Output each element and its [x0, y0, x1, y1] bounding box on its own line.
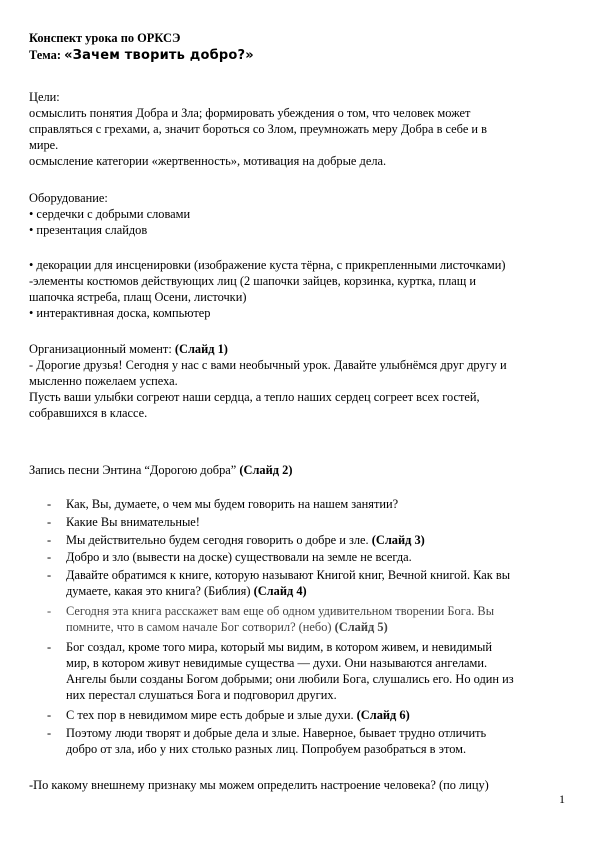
list-item-line-text: Сегодня эта книга расскажет вам еще об одном удивительном творении Бога. Вы: [66, 604, 495, 618]
list-item-line: [66, 655, 576, 671]
list-dash: -: [47, 726, 52, 740]
list-item-line-text: Добро и зло (вывести на доске) существовали на земле не всегда.: [66, 550, 412, 564]
equipment-item: шапочка ястреба, плащ Осени, листочки): [29, 290, 247, 304]
list-item-line: [66, 707, 576, 723]
list-item-line: [66, 639, 576, 655]
goals-line: мире.: [29, 138, 59, 152]
list-item-text: [66, 725, 576, 757]
list-item-line: [66, 725, 576, 741]
slide-ref: (Слайд 6): [356, 708, 410, 722]
song-line: [29, 462, 574, 478]
list-item-text: [66, 707, 576, 723]
list-item-line-text: них перестал слушаться Бога и подговорил других.: [66, 688, 337, 702]
goals-section: [29, 89, 574, 169]
list-item-line: [66, 549, 576, 565]
list-item-text: [66, 496, 576, 512]
theme-label: Тема:: [29, 48, 61, 62]
equipment-section-2: [29, 257, 574, 321]
equipment-item: • сердечки с добрыми словами: [29, 207, 191, 221]
list-item-line: [66, 687, 576, 703]
list-item-line: [66, 603, 576, 619]
list-item-line-text: С тех пор в невидимом мире есть добрые и злые духи.: [66, 708, 357, 722]
list-item-line-text: Мы действительно будем сегодня говорить о добре и зле.: [66, 533, 372, 547]
list-item-line-text: думаете, какая это книга? (Библия): [66, 584, 254, 598]
org-heading-slide: (Слайд 1): [174, 342, 228, 356]
list-item-text: [66, 549, 576, 565]
list-item-line: [66, 619, 576, 635]
closing-text: -По какому внешнему признаку мы можем определить настроение человека? (по лицу): [29, 778, 489, 792]
list-item-text: [66, 567, 576, 599]
list-item-line: [66, 583, 576, 599]
list-dash: -: [47, 640, 52, 654]
lesson-title: Конспект урока по ОРКСЭ: [29, 31, 181, 45]
list-item-line-text: помните, что в самом начале Бог сотворил? (небо): [66, 620, 335, 634]
slide-ref: (Слайд 5): [334, 620, 388, 634]
list-item-line-text: Ангелы были созданы Богом добрыми; они любили Бога, слушались его. Но один из: [66, 672, 514, 686]
org-line: мысленно пожелаем успеха.: [29, 374, 178, 388]
list-item-line-text: Давайте обратимся к книге, которую называют Книгой книг, Вечной книгой. Как вы: [66, 568, 511, 582]
list-item-line-text: Бог создал, кроме того мира, который мы видим, в котором живем, и невидимый: [66, 640, 492, 654]
goals-line: справляться с грехами, а, значит бороться со Злом, преумножать меру Добра в себе и в: [29, 122, 488, 136]
slide-ref: (Слайд 3): [371, 533, 425, 547]
equipment-item: • презентация слайдов: [29, 223, 148, 237]
org-heading-text: Организационный момент:: [29, 342, 175, 356]
list-dash: -: [47, 497, 52, 511]
list-item-text: [66, 639, 576, 703]
equipment-section: [29, 190, 574, 238]
list-item-line-text: Поэтому люди творят и добрые дела и злые. Наверное, бывает трудно отличить: [66, 726, 487, 740]
org-section: [29, 341, 574, 421]
lesson-header: [29, 30, 574, 64]
song-text: Запись песни Энтина “Дорогою добра”: [29, 463, 240, 477]
org-heading: [29, 341, 574, 357]
list-item-line-text: добро от зла, ибо у них столько разных лиц. Попробуем разобраться в этом.: [66, 742, 467, 756]
list-item-line: [66, 741, 576, 757]
org-line: - Дорогие друзья! Сегодня у нас с вами необычный урок. Давайте улыбнёмся друг другу и: [29, 358, 507, 372]
goals-line: осмысление категории «жертвенность», мотивация на добрые дела.: [29, 154, 387, 168]
list-item-line: [66, 567, 576, 583]
list-item-text: [66, 603, 576, 635]
equipment-item: • интерактивная доска, компьютер: [29, 306, 211, 320]
page-number: 1: [559, 792, 565, 806]
closing-question: [29, 777, 574, 793]
equipment-heading: Оборудование:: [29, 191, 108, 205]
equipment-item: -элементы костюмов действующих лиц (2 шапочки зайцев, корзинка, куртка, плащ и: [29, 274, 477, 288]
list-item-line: [66, 671, 576, 687]
list-item-text: [66, 514, 576, 530]
list-dash: -: [47, 550, 52, 564]
slide-ref: (Слайд 4): [253, 584, 307, 598]
org-line: Пусть ваши улыбки согреют наши сердца, а тепло наших сердец согреет всех гостей,: [29, 390, 480, 404]
list-item-line-text: Как, Вы, думаете, о чем мы будем говорить на нашем занятии?: [66, 497, 399, 511]
list-item-line: [66, 514, 576, 530]
list-item-line: [66, 532, 576, 548]
list-dash: -: [47, 568, 52, 582]
goals-heading: Цели:: [29, 90, 60, 104]
goals-line: осмыслить понятия Добра и Зла; формировать убеждения о том, что человек может: [29, 106, 471, 120]
list-item-line: [66, 496, 576, 512]
org-line: собравшихся в классе.: [29, 406, 148, 420]
theme-text: «Зачем творить добро?»: [64, 48, 254, 63]
list-item-line-text: мир, в котором живут невидимые существа — духи. Они называются ангелами.: [66, 656, 488, 670]
list-dash: -: [47, 515, 52, 529]
equipment-item: • декорации для инсценировки (изображение куста тёрна, с прикрепленными листочками): [29, 258, 506, 272]
list-dash: -: [47, 604, 52, 618]
song-slide: (Слайд 2): [239, 463, 293, 477]
list-item-line-text: Какие Вы внимательные!: [66, 515, 200, 529]
lesson-theme: [29, 47, 574, 64]
list-item-text: [66, 532, 576, 548]
list-dash: -: [47, 533, 52, 547]
list-dash: -: [47, 708, 52, 722]
